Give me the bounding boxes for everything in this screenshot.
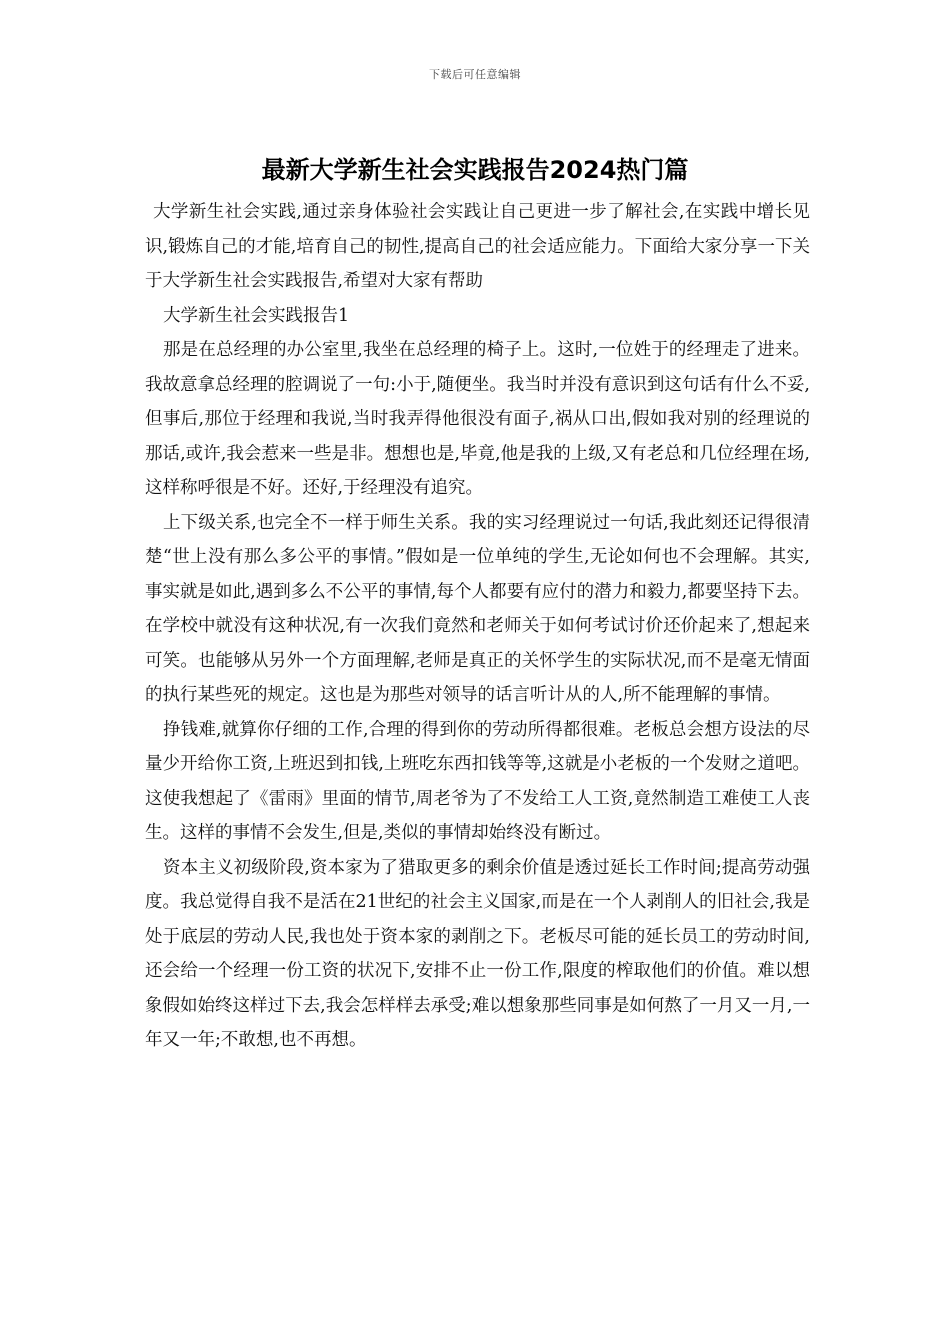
body-paragraph: 那是在总经理的办公室里,我坐在总经理的椅子上。这时,一位姓于的经理走了进来。我故意拿总经理的腔调说了一句:小于,随便坐。我当时并没有意识到这句话有什么不妥,但事后,那位于经理和我说,当时我弄得他很没有面子,祸从口出,假如我对别的经理说的那话,或许,我会惹来一些是非。想想也是,毕竟,他是我的上级,又有老总和几位经理在场,这样称呼很是不好。还好,于经理没有追究。 xyxy=(145,340,810,498)
document-body xyxy=(145,195,810,1058)
body-paragraph: 挣钱难,就算你仔细的工作,合理的得到你的劳动所得都很难。老板总会想方设法的尽量少开给你工资,上班迟到扣钱,上班吃东西扣钱等等,这就是小老板的一个发财之道吧。这使我想起了《雷雨》里面的情节,周老爷为了不发给工人工资,竟然制造工难使工人丧生。这样的事情不会发生,但是,类似的事情却始终没有断过。 xyxy=(145,719,810,843)
section-heading: 大学新生社会实践报告1 xyxy=(163,305,350,326)
document-title: 最新大学新生社会实践报告2024热门篇 xyxy=(261,156,689,184)
page-header: 下载后可任意编辑 xyxy=(429,68,521,81)
body-paragraph: 资本主义初级阶段,资本家为了猎取更多的剩余价值是透过延长工作时间;提高劳动强度。我总觉得自我不是活在21世纪的社会主义国家,而是在一个人剥削人的旧社会,我是处于底层的劳动人民,我也处于资本家的剥削之下。老板尽可能的延长员工的劳动时间,还会给一个经理一份工资的状况下,安排不止一份工作,限度的榨取他们的价值。难以想象假如始终这样过下去,我会怎样样去承受;难以想象那些同事是如何熬了一月又一月,一年又一年;不敢想,也不再想。 xyxy=(145,857,810,1050)
intro-paragraph: 大学新生社会实践,通过亲身体验社会实践让自己更进一步了解社会,在实践中增长见识,锻炼自己的才能,培育自己的韧性,提高自己的社会适应能力。下面给大家分享一下关于大学新生社会实践报告,希望对大家有帮助 xyxy=(145,202,810,291)
body-paragraph: 上下级关系,也完全不一样于师生关系。我的实习经理说过一句话,我此刻还记得很清楚“世上没有那么多公平的事情。”假如是一位单纯的学生,无论如何也不会理解。其实,事实就是如此,遇到多么不公平的事情,每个人都要有应付的潜力和毅力,都要坚持下去。在学校中就没有这种状况,有一次我们竟然和老师关于如何考试讨价还价起来了,想起来可笑。也能够从另外一个方面理解,老师是真正的关怀学生的实际状况,而不是毫无情面的执行某些死的规定。这也是为那些对领导的话言听计从的人,所不能理解的事情。 xyxy=(145,512,810,705)
